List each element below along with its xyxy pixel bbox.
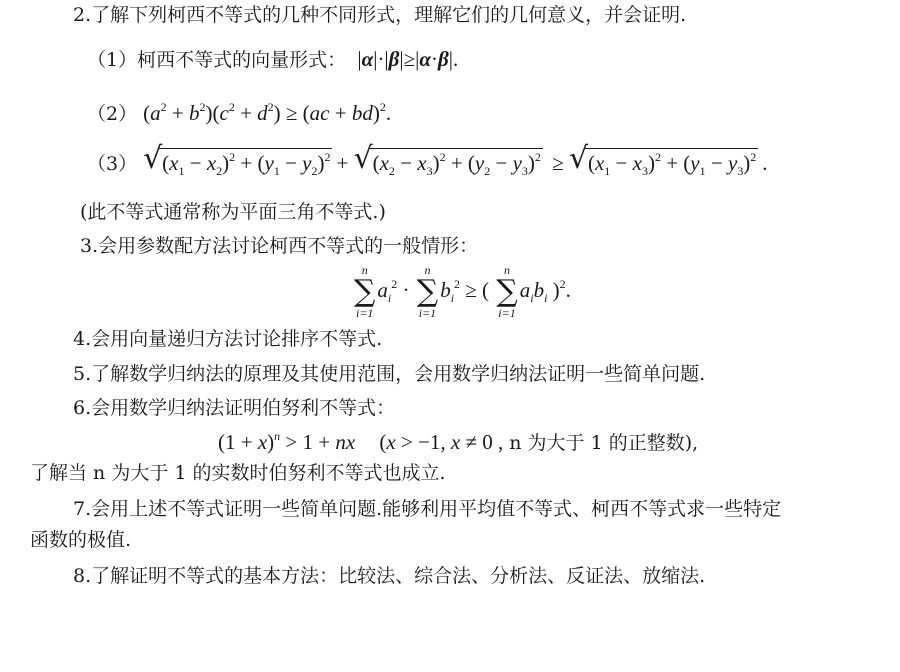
radical-3: √ $(x_1 - x_3)^2 + (y_1 - y_3)^2$	[568, 141, 757, 178]
triangle-inequality-note: (此不等式通常称为平面三角不等式.)	[80, 201, 386, 223]
item-4-heading: 4.会用向量递归方法讨论排序不等式.	[73, 328, 383, 350]
summation-a: n ∑ i=1	[354, 263, 376, 321]
item-8-heading: 8.了解证明不等式的基本方法：比较法、综合法、分析法、反证法、放缩法.	[73, 565, 706, 587]
cauchy-algebraic-form	[87, 100, 391, 127]
item-7-line-1: 7.会用上述不等式证明一些简单问题.能够利用平均值不等式、柯西不等式求一些特定	[73, 498, 782, 520]
item-2-heading: 2.了解下列柯西不等式的几种不同形式，理解它们的几何意义，并会证明.	[73, 4, 687, 26]
item-6-note: 了解当 n 为大于 1 的实数时伯努利不等式也成立.	[30, 462, 446, 484]
item-5-heading: 5.了解数学归纳法的原理及其使用范围，会用数学归纳法证明一些简单问题.	[73, 363, 706, 385]
general-cauchy-formula: n ∑ i=1 $a_i^2$ · n ∑ i=1 $b_i^2$ ≥ ( n ∑ i=1 $a_ib_i$ )$^2$.	[354, 263, 571, 321]
bernoulli-condition: n 为大于 1 的正整数),	[509, 432, 699, 454]
vector-inequality-formula: |α|·|β|≥|α·β|.	[352, 47, 459, 71]
bernoulli-inequality-formula: $(1 + x)^n > 1$ + nx (x > −1, x ≠ 0 , n 为大于 1 的正整数),	[218, 429, 699, 454]
triangle-inequality-formula: √ $(x_1 - x_2)^2 + (y_1 - y_2)^2$ + √ $(x_2 - x_3)^2 + (y_2 - y_3)^2$ ≥ √ $(x_1 - x_3)^2 + (y_1 - y_3)^2$ .	[143, 141, 768, 178]
item-3-heading: 3.会用参数配方法讨论柯西不等式的一般情形：	[80, 235, 479, 257]
triangle-inequality-form	[87, 141, 768, 178]
algebraic-inequality-formula: $(a^2 + b^2)(c^2 + d^2) \ge (ac + bd)^2$.	[143, 100, 392, 125]
summation-b: n ∑ i=1	[416, 263, 439, 321]
radical-2: √ $(x_2 - x_3)^2 + (y_2 - y_3)^2$	[353, 141, 541, 178]
form-2-label: （2）	[87, 103, 138, 125]
item-6-heading: 6.会用数学归纳法证明伯努利不等式：	[73, 397, 396, 419]
summation-ab: n ∑ i=1	[496, 263, 518, 321]
radical-1: √ $(x_1 - x_2)^2 + (y_1 - y_2)^2$	[143, 141, 331, 178]
cauchy-vector-form	[87, 46, 458, 73]
item-7-line-2: 函数的极值.	[30, 529, 132, 551]
form-3-label: （3）	[87, 153, 138, 175]
form-1-label: （1）柯西不等式的向量形式：	[87, 49, 347, 71]
